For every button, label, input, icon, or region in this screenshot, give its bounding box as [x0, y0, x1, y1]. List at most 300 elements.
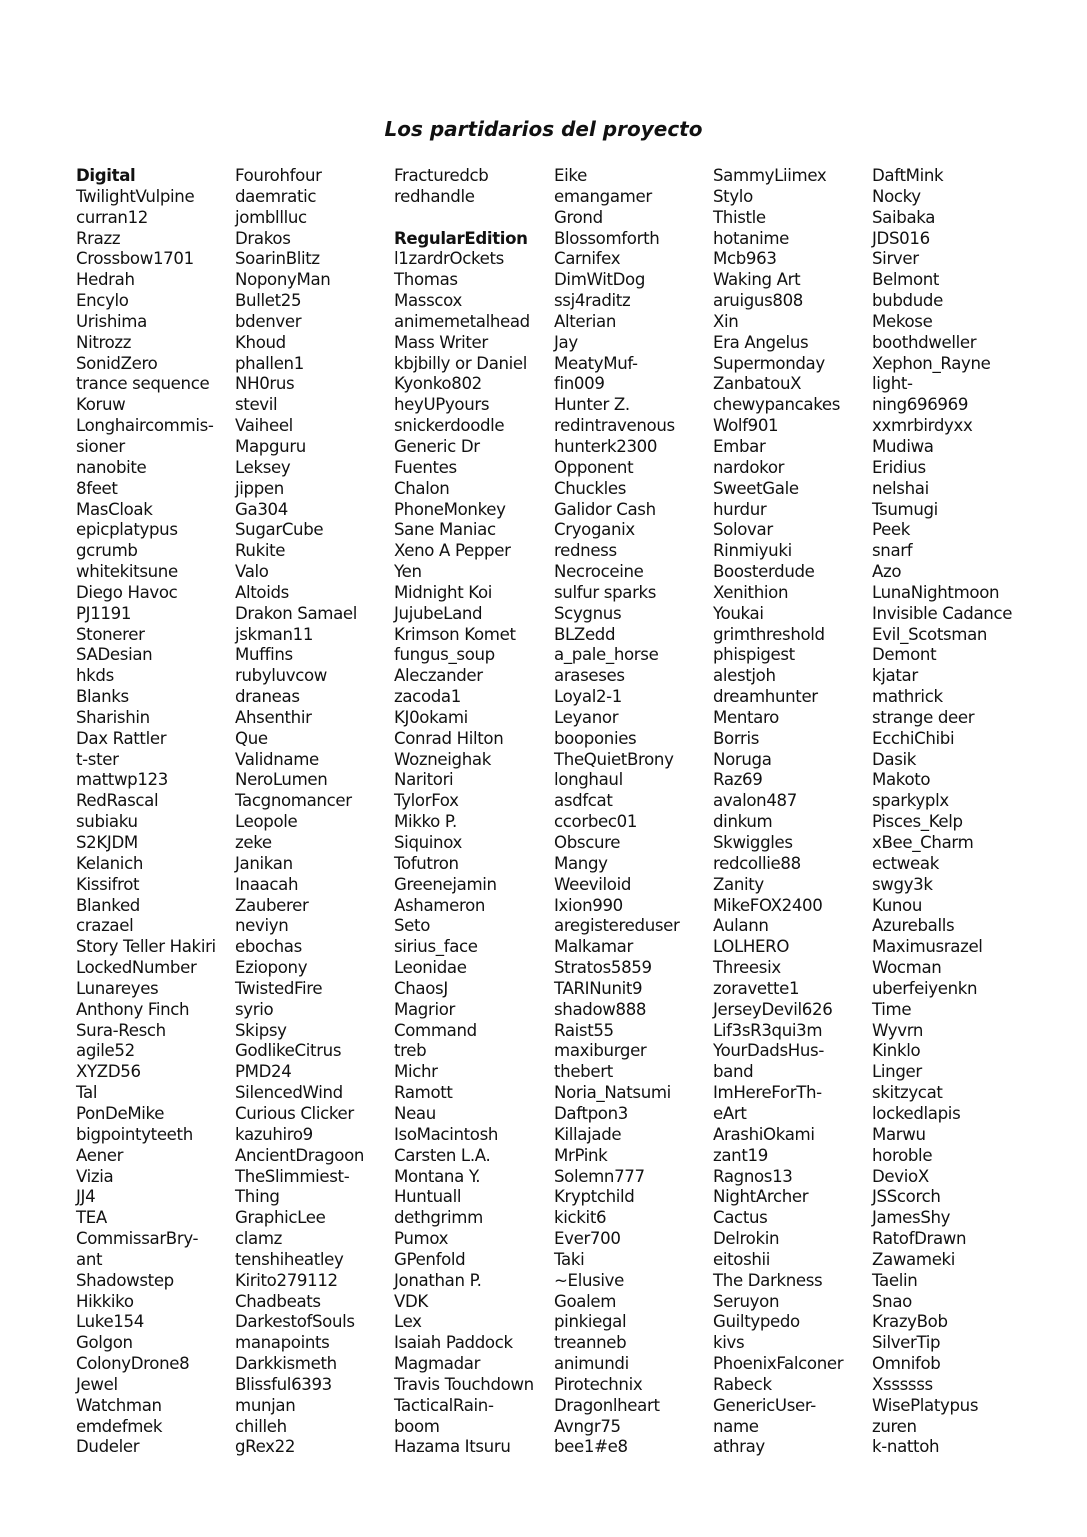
supporter-name: asdfcat	[554, 791, 613, 811]
supporter-name: PMD24	[235, 1062, 292, 1082]
supporter-name: Sharishin	[76, 707, 150, 727]
supporter-name: treanneb	[554, 1333, 627, 1353]
supporter-name: emdefmek	[76, 1416, 163, 1436]
supporter-name: Carsten L.A.	[394, 1145, 491, 1165]
supporter-name: Belmont	[872, 270, 940, 290]
supporter-name: Conrad Hilton	[394, 728, 504, 748]
supporter-name: Rabeck	[713, 1374, 772, 1394]
supporter-name: XYZD56	[76, 1062, 141, 1082]
supporter-name: alestjoh	[713, 666, 776, 686]
supporter-name: chilleh	[235, 1416, 287, 1436]
supporter-name: Luke154	[76, 1312, 144, 1332]
supporter-name: SweetGale	[713, 478, 799, 498]
supporter-name: ArashiOkami	[713, 1124, 815, 1144]
section-heading: Digital	[76, 166, 136, 185]
supporter-name: Blossomforth	[554, 228, 660, 248]
supporter-name: swgy3k	[872, 874, 933, 894]
supporter-name: 8feet	[76, 478, 118, 498]
supporter-name: Command	[394, 1020, 477, 1040]
supporter-name: SonidZero	[76, 353, 158, 373]
supporter-name: redintravenous	[554, 416, 675, 436]
supporter-name: Longhaircommis-	[76, 416, 214, 436]
supporter-name: SammyLiimex	[713, 166, 827, 185]
supporter-name: MrPink	[554, 1145, 608, 1165]
supporter-name: longhaul	[554, 770, 623, 790]
supporter-name: jskman11	[235, 624, 314, 644]
supporter-name: PhoneMonkey	[394, 499, 506, 519]
supporters-column-6	[872, 166, 1030, 1458]
supporter-name: Malkamar	[554, 937, 633, 957]
supporter-name: light-	[872, 374, 913, 394]
supporter-name: Seruyon	[713, 1291, 780, 1311]
supporter-name: YourDadsHus-	[713, 1041, 824, 1061]
supporter-name: Xenithion	[713, 582, 789, 602]
supporter-name: Xeno A Pepper	[394, 541, 511, 561]
supporter-name: athray	[713, 1437, 765, 1457]
supporter-name: Wolf901	[713, 416, 779, 436]
supporter-name: zant19	[713, 1145, 768, 1165]
supporter-name: Thomas	[394, 270, 458, 290]
supporter-name: Midnight Koi	[394, 582, 493, 602]
supporter-name: l1zardrOckets	[394, 249, 504, 269]
supporter-name: Seto	[394, 916, 431, 936]
supporter-name: redhandle	[394, 186, 475, 206]
supporter-name: zacoda1	[394, 687, 461, 707]
supporter-name: kjatar	[872, 666, 918, 686]
supporter-name: phispigest	[713, 645, 795, 665]
supporter-name: Anthony Finch	[76, 999, 190, 1019]
supporter-name: WisePlatypus	[872, 1395, 979, 1415]
supporter-name: Dragonlheart	[554, 1395, 660, 1415]
supporter-name: Darkkismeth	[235, 1354, 337, 1374]
supporter-name: Carnifex	[554, 249, 621, 269]
supporter-name: Leksey	[235, 457, 291, 477]
supporter-name: Jonathan P.	[394, 1270, 482, 1290]
supporter-name: Dax Rattler	[76, 728, 167, 748]
supporter-name: ChaosJ	[394, 978, 448, 998]
supporter-name: mattwp123	[76, 770, 168, 790]
supporter-name: Hedrah	[76, 270, 135, 290]
supporter-name: Wocman	[872, 958, 942, 978]
supporter-name: Snao	[872, 1291, 912, 1311]
supporter-name: Thing	[235, 1187, 280, 1207]
supporter-name: LOLHERO	[713, 937, 790, 957]
supporter-name: Blanks	[76, 687, 129, 707]
supporter-name: Fracturedcb	[394, 166, 489, 185]
supporter-name: Naritori	[394, 770, 454, 790]
supporter-name: JJ4	[76, 1187, 96, 1207]
supporter-name: LunaNightmoon	[872, 582, 1000, 602]
supporter-name: MeatyMuf-	[554, 353, 638, 373]
supporter-name: Aulann	[713, 916, 769, 936]
supporter-name: ccorbec01	[554, 812, 638, 832]
supporter-name: Delrokin	[713, 1229, 780, 1249]
supporter-name: KJ0okami	[394, 707, 468, 727]
supporter-name: Story Teller Hakiri	[76, 937, 216, 957]
supporter-name: t-ster	[76, 749, 119, 769]
supporter-name: Waking Art	[713, 270, 801, 290]
supporter-name: name	[713, 1416, 759, 1436]
supporter-name: SADesian	[76, 645, 153, 665]
supporter-name: JamesShy	[872, 1208, 951, 1228]
supporter-name: Tsumugi	[872, 499, 938, 519]
supporter-name: TEA	[76, 1208, 107, 1228]
supporter-name: Sane Maniac	[394, 520, 496, 540]
supporter-name: Weeviloid	[554, 874, 632, 894]
supporter-name: Evil_Scotsman	[872, 624, 988, 644]
supporters-column-2	[235, 166, 393, 1458]
supporter-name: Eridius	[872, 457, 926, 477]
supporter-name: Azo	[872, 562, 902, 582]
supporter-name: nanobite	[76, 457, 147, 477]
supporter-name: sulfur sparks	[554, 582, 657, 602]
supporter-name: LockedNumber	[76, 958, 197, 978]
supporter-name: neviyn	[235, 916, 289, 936]
supporter-name: Invisible Cadance	[872, 603, 1013, 623]
supporters-column-1	[76, 166, 234, 1458]
supporter-name: emangamer	[554, 186, 652, 206]
supporter-name: Mapguru	[235, 436, 306, 456]
supporter-name: ImHereForTh-	[713, 1083, 822, 1103]
supporter-name: Pisces_Kelp	[872, 812, 963, 832]
supporter-name: Demont	[872, 645, 937, 665]
supporter-name: Bullet25	[235, 291, 302, 311]
supporter-name: Curious Clicker	[235, 1103, 354, 1123]
supporter-name: daemratic	[235, 186, 317, 206]
supporter-name: eitoshii	[713, 1249, 771, 1269]
supporter-name: Nitrozz	[76, 332, 132, 352]
supporter-name: Lif3sR3qui3m	[713, 1020, 823, 1040]
supporter-name: BLZedd	[554, 624, 616, 644]
supporter-name: subiaku	[76, 812, 138, 832]
supporter-name: JerseyDevil626	[713, 999, 833, 1019]
supporter-name: Killajade	[554, 1124, 622, 1144]
supporter-name: Blissful6393	[235, 1374, 332, 1394]
supporter-name: Magrior	[394, 999, 455, 1019]
supporter-name: Xssssss	[872, 1374, 933, 1394]
supporter-name: Aener	[76, 1145, 124, 1165]
supporter-name: thebert	[554, 1062, 613, 1082]
supporter-name: Mentaro	[713, 707, 779, 727]
supporter-name: curran12	[76, 207, 148, 227]
supporter-name: Tacgnomancer	[235, 791, 352, 811]
supporter-name: Ahsenthir	[235, 707, 312, 727]
supporter-name: DaftMink	[872, 166, 944, 185]
supporter-name: JujubeLand	[394, 603, 483, 623]
supporter-name: ant	[76, 1249, 103, 1269]
supporter-name: Taelin	[872, 1270, 918, 1290]
supporter-name: NoponyMan	[235, 270, 331, 290]
supporter-name: whitekitsune	[76, 562, 178, 582]
supporter-name: kbjbilly or Daniel	[394, 353, 528, 373]
supporter-name: Xin	[713, 311, 739, 331]
supporter-name: VDK	[394, 1291, 428, 1311]
supporter-name: Taki	[554, 1249, 585, 1269]
supporter-name: Chadbeats	[235, 1291, 321, 1311]
supporter-name: Xephon_Rayne	[872, 353, 991, 373]
supporter-name: ColonyDrone8	[76, 1354, 190, 1374]
supporter-name: bigpointyteeth	[76, 1124, 193, 1144]
supporter-name: chewypancakes	[713, 395, 841, 415]
supporter-name: Kirito279112	[235, 1270, 338, 1290]
supporter-name: bdenver	[235, 311, 302, 331]
list-spacer	[394, 208, 552, 229]
supporter-name: Fourohfour	[235, 166, 322, 185]
supporter-name: Makoto	[872, 770, 931, 790]
supporter-name: Kinklo	[872, 1041, 921, 1061]
supporter-name: nelshai	[872, 478, 929, 498]
supporter-name: avalon487	[713, 791, 797, 811]
supporter-name: crazael	[76, 916, 134, 936]
supporter-name: Mekose	[872, 311, 933, 331]
supporter-name: Mikko P.	[394, 812, 457, 832]
supporter-name: boom	[394, 1416, 440, 1436]
supporter-name: Urishima	[76, 311, 147, 331]
supporter-name: TwistedFire	[235, 978, 323, 998]
supporter-name: Ragnos13	[713, 1166, 793, 1186]
supporter-name: Khoud	[235, 332, 286, 352]
supporter-name: Skipsy	[235, 1020, 287, 1040]
supporter-name: Marwu	[872, 1124, 926, 1144]
supporter-name: strange deer	[872, 707, 975, 727]
supporter-name: DarkestofSouls	[235, 1312, 355, 1332]
supporter-name: draneas	[235, 687, 300, 707]
supporter-name: JDS016	[872, 228, 930, 248]
supporter-name: animundi	[554, 1354, 629, 1374]
supporter-name: kazuhiro9	[235, 1124, 313, 1144]
supporter-name: Mcb963	[713, 249, 777, 269]
supporter-name: skitzycat	[872, 1083, 943, 1103]
supporter-name: Stratos5859	[554, 958, 652, 978]
supporter-name: Golgon	[76, 1333, 133, 1353]
supporter-name: nardokor	[713, 457, 785, 477]
supporter-name: Guiltypedo	[713, 1312, 800, 1332]
supporter-name: Thistle	[713, 207, 766, 227]
supporter-name: Goalem	[554, 1291, 617, 1311]
supporter-name: Kissifrot	[76, 874, 140, 894]
supporter-name: Jay	[554, 332, 578, 352]
supporter-name: Mangy	[554, 853, 608, 873]
supporter-name: Aleczander	[394, 666, 483, 686]
supporter-name: Pirotechnix	[554, 1374, 643, 1394]
supporter-name: dinkum	[713, 812, 773, 832]
supporter-name: DimWitDog	[554, 270, 646, 290]
supporters-columns	[76, 166, 1076, 1466]
supporter-name: Kryptchild	[554, 1187, 635, 1207]
supporter-name: Scygnus	[554, 603, 622, 623]
supporter-name: NH0rus	[235, 374, 295, 394]
supporter-name: Hunter Z.	[554, 395, 630, 415]
supporter-name: Embar	[713, 436, 766, 456]
supporter-name: Lex	[394, 1312, 422, 1332]
supporter-name: Azureballs	[872, 916, 955, 936]
supporter-name: Nocky	[872, 186, 921, 206]
supporter-name: GodlikeCitrus	[235, 1041, 342, 1061]
supporter-name: heyUPyours	[394, 395, 490, 415]
supporter-name: Zawameki	[872, 1249, 956, 1269]
supporter-name: Saibaka	[872, 207, 936, 227]
supporter-name: tenshiheatley	[235, 1249, 344, 1269]
supporter-name: RedRascal	[76, 791, 159, 811]
supporter-name: Leonidae	[394, 958, 467, 978]
supporter-name: Eike	[554, 166, 587, 185]
supporter-name: Valo	[235, 562, 269, 582]
supporter-name: araseses	[554, 666, 625, 686]
supporter-name: dreamhunter	[713, 687, 818, 707]
supporter-name: Raist55	[554, 1020, 614, 1040]
supporter-name: Wyvrn	[872, 1020, 924, 1040]
supporter-name: Altoids	[235, 582, 289, 602]
supporter-name: TheQuietBrony	[554, 749, 674, 769]
supporter-name: bee1#e8	[554, 1437, 628, 1457]
supporter-name: redcollie88	[713, 853, 801, 873]
supporter-name: Montana Y.	[394, 1166, 481, 1186]
supporter-name: booponies	[554, 728, 637, 748]
supporter-name: Rinmiyuki	[713, 541, 792, 561]
supporter-name: Watchman	[76, 1395, 162, 1415]
supporter-name: Lunareyes	[76, 978, 159, 998]
supporter-name: kickit6	[554, 1208, 607, 1228]
supporter-name: Omnifob	[872, 1354, 941, 1374]
supporter-name: Crossbow1701	[76, 249, 194, 269]
supporter-name: SilencedWind	[235, 1083, 343, 1103]
supporter-name: gcrumb	[76, 541, 138, 561]
supporter-name: GPenfold	[394, 1249, 466, 1269]
supporter-name: Rukite	[235, 541, 286, 561]
supporter-name: dethgrimm	[394, 1208, 483, 1228]
supporter-name: hunterk2300	[554, 436, 658, 456]
supporter-name: redness	[554, 541, 617, 561]
supporter-name: Diego Havoc	[76, 582, 178, 602]
supporter-name: Siquinox	[394, 833, 462, 852]
supporter-name: Ever700	[554, 1229, 621, 1249]
supporter-name: Maximusrazel	[872, 937, 983, 957]
supporter-name: maxiburger	[554, 1041, 647, 1061]
supporter-name: EcchiChibi	[872, 728, 955, 748]
supporter-name: Krimson Komet	[394, 624, 516, 644]
supporter-name: Solovar	[713, 520, 773, 540]
supporter-name: Vaiheel	[235, 416, 293, 436]
supporter-name: lockedlapis	[872, 1103, 961, 1123]
supporter-name: TwilightVulpine	[76, 186, 195, 206]
supporters-column-4	[554, 166, 712, 1458]
supporter-name: Ramott	[394, 1083, 453, 1103]
supporter-name: TacticalRain-	[394, 1395, 494, 1415]
supporter-name: Kyonko802	[394, 374, 482, 394]
supporter-name: rubyluvcow	[235, 666, 327, 686]
supporter-name: hkds	[76, 666, 114, 686]
supporter-name: jippen	[235, 478, 284, 498]
supporter-name: Encylo	[76, 291, 129, 311]
supporter-name: Que	[235, 728, 268, 748]
supporter-name: horoble	[872, 1145, 933, 1165]
supporter-name: Michr	[394, 1062, 438, 1082]
supporter-name: SoarinBlitz	[235, 249, 320, 269]
supporter-name: NightArcher	[713, 1187, 809, 1207]
supporter-name: hotanime	[713, 228, 790, 248]
supporter-name: PhoenixFalconer	[713, 1354, 844, 1374]
supporter-name: treb	[394, 1041, 427, 1061]
supporter-name: Zanity	[713, 874, 764, 894]
supporter-name: Tofutron	[394, 853, 459, 873]
supporter-name: Cactus	[713, 1208, 768, 1228]
supporter-name: AncientDragoon	[235, 1145, 365, 1165]
supporter-name: TylorFox	[394, 791, 459, 811]
supporter-name: IsoMacintosh	[394, 1124, 499, 1144]
supporter-name: Leopole	[235, 812, 298, 832]
supporter-name: Inaacah	[235, 874, 299, 894]
supporter-name: Alterian	[554, 311, 616, 331]
supporter-name: gRex22	[235, 1437, 296, 1457]
supporter-name: The Darkness	[713, 1270, 823, 1290]
supporter-name: Hikkiko	[76, 1291, 134, 1311]
supporter-name: syrio	[235, 999, 274, 1019]
supporter-name: JSScorch	[872, 1187, 941, 1207]
supporter-name: Kunou	[872, 895, 923, 915]
supporter-name: Pumox	[394, 1229, 449, 1249]
supporter-name: PonDeMike	[76, 1103, 165, 1123]
supporter-name: CommissarBry-	[76, 1229, 199, 1249]
supporter-name: epicplatypus	[76, 520, 178, 540]
supporter-name: a_pale_horse	[554, 645, 659, 665]
supporter-name: fin009	[554, 374, 605, 394]
section-heading: RegularEdition	[394, 228, 528, 248]
supporter-name: Blanked	[76, 895, 140, 915]
supporter-name: xBee_Charm	[872, 833, 974, 852]
supporter-name: ebochas	[235, 937, 302, 957]
supporter-name: TheSlimmiest-	[235, 1166, 350, 1186]
supporter-name: snickerdoodle	[394, 416, 505, 436]
supporter-name: aruigus808	[713, 291, 803, 311]
supporter-name: agile52	[76, 1041, 135, 1061]
supporter-name: snarf	[872, 541, 913, 561]
supporter-name: Koruw	[76, 395, 126, 415]
supporter-name: Noria_Natsumi	[554, 1083, 671, 1103]
supporter-name: Galidor Cash	[554, 499, 656, 519]
supporter-name: sioner	[76, 436, 125, 456]
supporter-name: Stonerer	[76, 624, 145, 644]
supporter-name: sirius_face	[394, 937, 478, 957]
supporter-name: mathrick	[872, 687, 943, 707]
supporter-name: Magmadar	[394, 1354, 481, 1374]
supporter-name: xxmrbirdyxx	[872, 416, 973, 436]
supporter-name: Supermonday	[713, 353, 825, 373]
supporter-name: Validname	[235, 749, 319, 769]
supporter-name: Necroceine	[554, 562, 644, 582]
supporter-name: Vizia	[76, 1166, 114, 1186]
supporter-name: Tal	[76, 1083, 98, 1103]
supporter-name: PJ1191	[76, 603, 132, 623]
supporter-name: Time	[872, 999, 912, 1019]
supporter-name: Dudeler	[76, 1437, 140, 1457]
supporter-name: zoravette1	[713, 978, 800, 998]
supporter-name: munjan	[235, 1395, 296, 1415]
supporter-name: Huntuall	[394, 1187, 462, 1207]
supporter-name: Sirver	[872, 249, 919, 269]
supporter-name: MasCloak	[76, 499, 153, 519]
supporter-name: Linger	[872, 1062, 922, 1082]
supporter-name: Mass Writer	[394, 332, 488, 352]
supporter-name: Neau	[394, 1103, 436, 1123]
supporter-name: Grond	[554, 207, 603, 227]
supporter-name: sparkyplx	[872, 791, 949, 811]
supporter-name: ~Elusive	[554, 1270, 625, 1290]
supporter-name: boothdweller	[872, 332, 977, 352]
supporter-name: ssj4raditz	[554, 291, 631, 311]
supporter-name: aregistereduser	[554, 916, 680, 936]
supporter-name: NeroLumen	[235, 770, 328, 790]
supporter-name: Avngr75	[554, 1416, 621, 1436]
